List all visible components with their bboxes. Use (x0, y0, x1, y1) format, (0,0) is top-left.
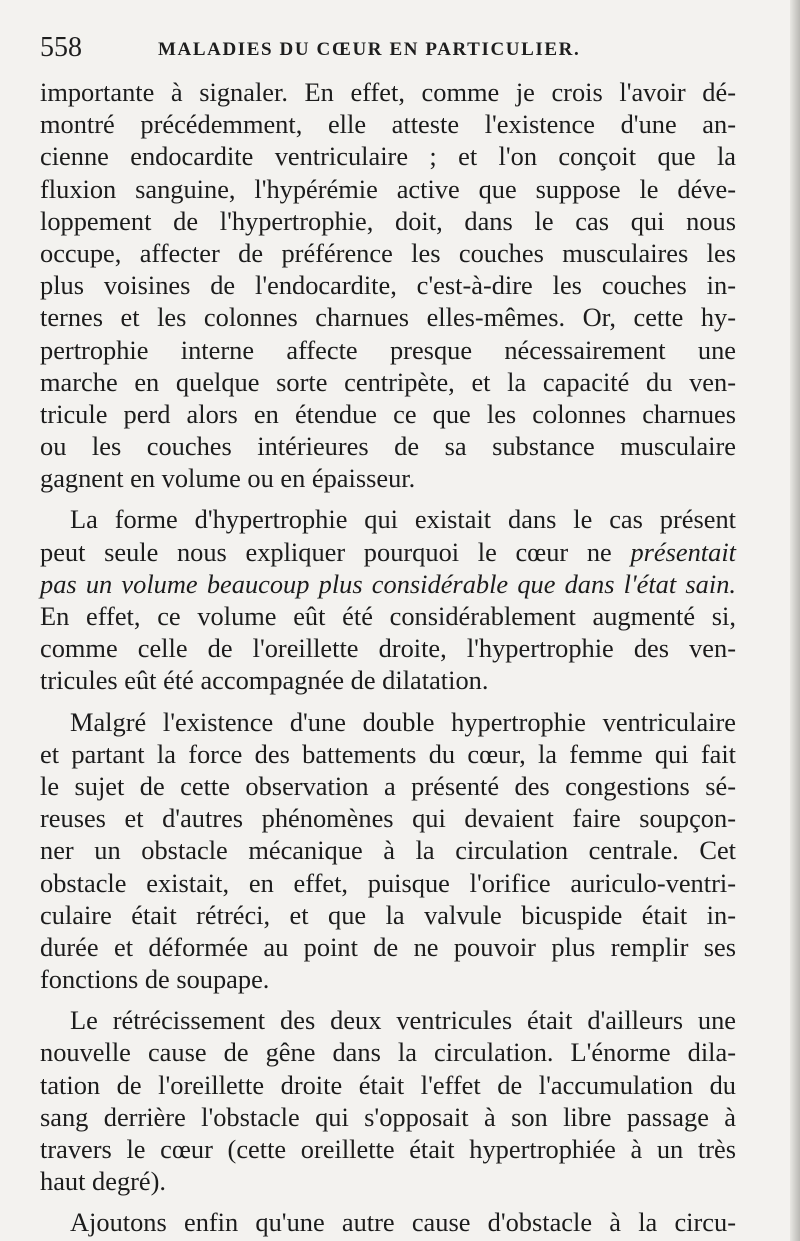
text-line: haut degré). (40, 1166, 167, 1197)
text-line: Ajoutons enfin qu'une autre cause d'obstacle à la circu- (70, 1207, 736, 1238)
page-number: 558 (40, 32, 82, 63)
text-line: marche en quelque sorte centripète, et la capacité du ven- (40, 366, 736, 397)
text-line: comme celle de l'oreillette droite, l'hypertrophie des ven- (40, 633, 736, 664)
text-line: La forme d'hypertrophie qui existait dans le cas présent (70, 504, 736, 535)
italic-line: pas un volume beaucoup plus considérable que dans l'état sain. (40, 568, 736, 599)
text-line: ternes et les colonnes charnues elles-mêmes. Or, cette hy- (40, 302, 736, 333)
text-line: pertrophie interne affecte presque nécessairement une (40, 334, 736, 365)
text-line: Malgré l'existence d'une double hypertrophie ventriculaire (70, 706, 736, 737)
running-head: MALADIES DU CŒUR EN PARTICULIER. (158, 39, 581, 60)
text-line: sang derrière l'obstacle qui s'opposait à son libre passage à (40, 1101, 736, 1132)
text-line: gagnent en volume ou en épaisseur. (40, 463, 416, 494)
text-line: nouvelle cause de gêne dans la circulation. L'énorme dila- (40, 1037, 736, 1068)
italic-span: présentait (630, 536, 736, 567)
text-line: plus voisines de l'endocardite, c'est-à-dire les couches in- (40, 270, 736, 301)
text-line: tricule perd alors en étendue ce que les colonnes charnues (40, 398, 736, 429)
text-line: fluxion sanguine, l'hypérémie active que suppose le déve- (40, 173, 736, 204)
text-line: loppement de l'hypertrophie, doit, dans le cas qui nous (40, 205, 736, 236)
text-line: occupe, affecter de préférence les couches musculaires les (40, 237, 736, 268)
text-line: tricules eût été accompagnée de dilatation. (40, 665, 489, 696)
paragraph-2 (40, 503, 736, 696)
text-line: et partant la force des battements du cœur, la femme qui fait (40, 738, 736, 769)
body-text (40, 76, 736, 1239)
page-edge-shadow (790, 0, 800, 1241)
text-line: le sujet de cette observation a présenté des congestions sé- (40, 770, 736, 801)
paragraph-5 (40, 1206, 736, 1238)
text-line: tation de l'oreillette droite était l'effet de l'accumulation du (40, 1069, 736, 1100)
text-line: durée et déformée au point de ne pouvoir plus remplir ses (40, 931, 736, 962)
page-header (40, 30, 740, 66)
text-line: fonctions de soupape. (40, 964, 270, 995)
text-line: cienne endocardite ventriculaire ; et l'on conçoit que la (40, 141, 736, 172)
text-line: ner un obstacle mécanique à la circulation centrale. Cet (40, 835, 736, 866)
paragraph-1 (40, 76, 736, 494)
text-line: obstacle existait, en effet, puisque l'orifice auriculo-ventri- (40, 867, 736, 898)
text-line: reuses et d'autres phénomènes qui devaient faire soupçon- (40, 803, 736, 834)
text-line-mixed (40, 536, 736, 568)
paragraph-3 (40, 706, 736, 996)
text-line: En effet, ce volume eût été considérablement augmenté si, (40, 601, 736, 631)
text-line: ou les couches intérieures de sa substance musculaire (40, 431, 736, 462)
text-line: montré précédemment, elle atteste l'existence d'une an- (40, 109, 736, 140)
text-line: travers le cœur (cette oreillette était hypertrophiée à un très (40, 1134, 736, 1164)
text-span: peut seule nous expliquer pourquoi le cœur ne (40, 536, 631, 567)
text-line: culaire était rétréci, et que la valvule bicuspide était in- (40, 899, 736, 930)
paragraph-4 (40, 1004, 736, 1197)
text-line: importante à signaler. En effet, comme je crois l'avoir dé- (40, 77, 736, 107)
text-line: Le rétrécissement des deux ventricules était d'ailleurs une (70, 1005, 736, 1036)
